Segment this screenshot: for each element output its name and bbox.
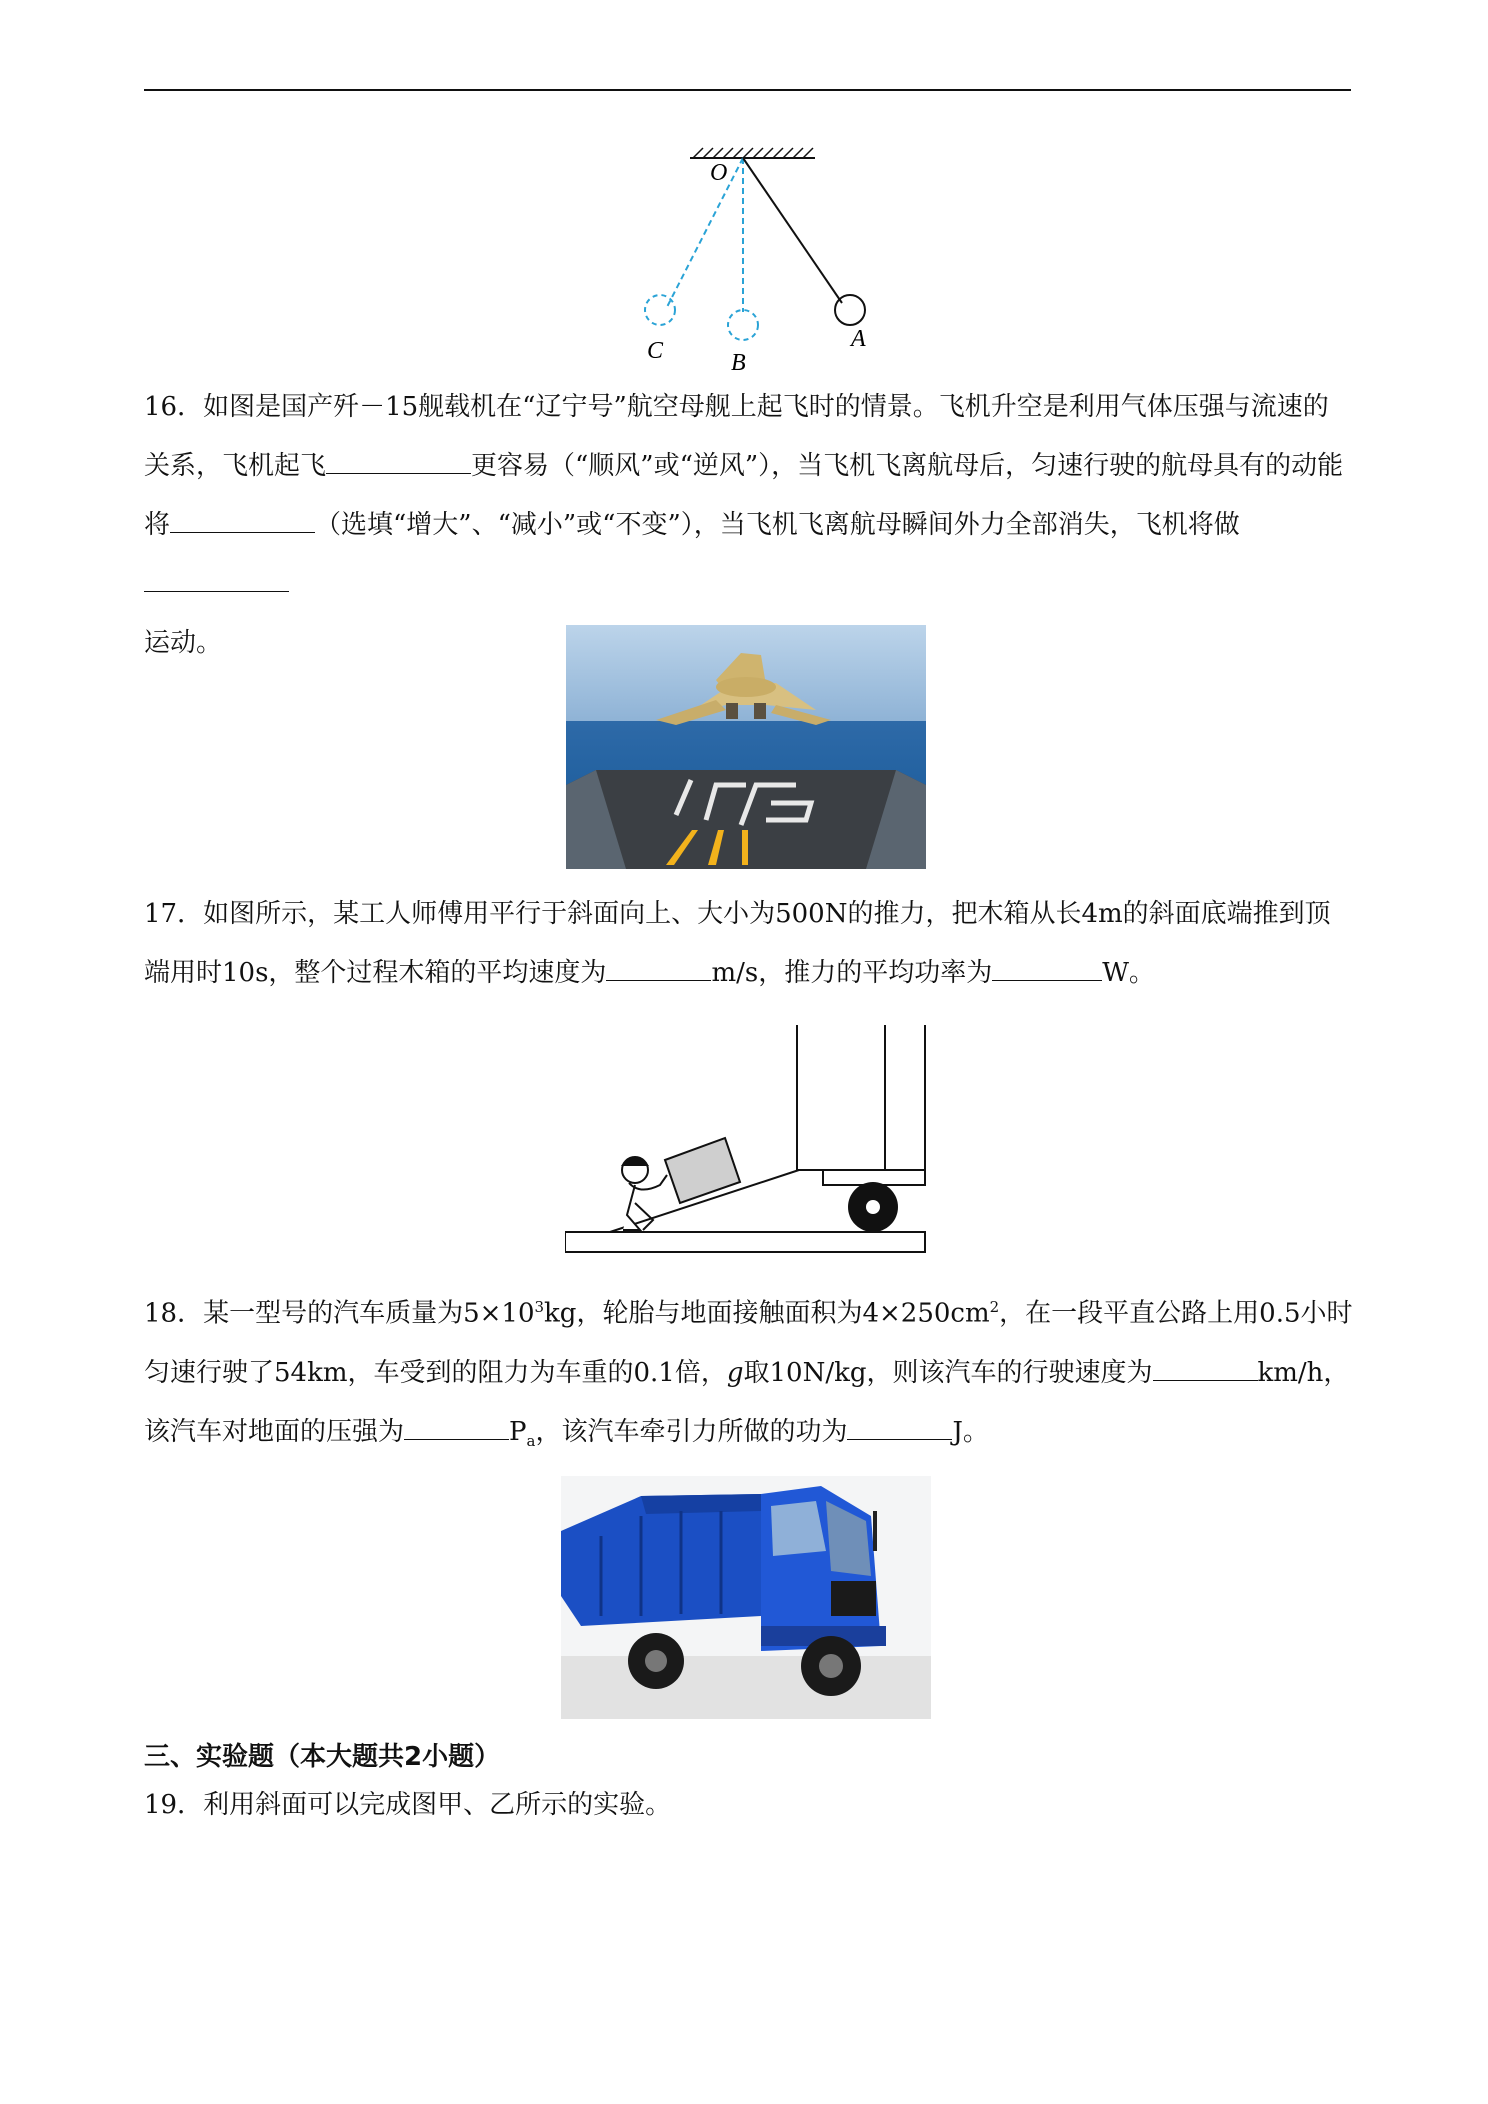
- q18-g: g: [726, 1357, 744, 1388]
- q18-text-5: ，该汽车牵引力所做的功为: [535, 1416, 848, 1447]
- q18-sup-1: 3: [534, 1298, 545, 1316]
- answer-blank-6[interactable]: [1153, 1350, 1258, 1381]
- ball-c: [645, 295, 675, 325]
- answer-blank-4[interactable]: [606, 950, 711, 981]
- dump-truck-photo: [561, 1476, 931, 1719]
- q18-text-3: ，在一段平直公路上用0.5小时匀速行驶了54km，车受到的阻力为车重的0.1倍，: [144, 1298, 1353, 1388]
- dashed-string-c: [667, 158, 743, 307]
- header-rule: [144, 89, 1351, 91]
- string-a: [743, 158, 842, 303]
- incline-figure: [565, 1025, 935, 1260]
- q18-unit-work: J。: [952, 1416, 989, 1447]
- q17-unit-2: W。: [1102, 958, 1155, 988]
- q18-pa: $P_a$: [509, 1416, 536, 1450]
- question-18: [144, 1278, 1354, 1471]
- q18-text-2: kg，轮胎与地面接触面积为4×250cm: [544, 1298, 990, 1329]
- ball-a: [835, 295, 865, 325]
- q18-sup-2: 2: [989, 1298, 1000, 1316]
- label-a: A: [851, 326, 866, 352]
- label-c: C: [647, 338, 664, 364]
- ball-b: [728, 310, 758, 340]
- section-3-title: 三、实验题（本大题共2小题）: [144, 1742, 501, 1772]
- answer-blank-3[interactable]: [144, 561, 289, 592]
- answer-blank-2[interactable]: [170, 502, 315, 533]
- q16-text-1: 16．如图是国产歼－15舰载机在“辽宁号”航空母舰上起飞时的情景。飞机升空是利用气体压强与流速的关系，飞机起飞: [144, 392, 1329, 481]
- q19-text: 19．利用斜面可以完成图甲、乙所示的实验。: [144, 1790, 672, 1820]
- q16-text-3: （选填“增大”、“减小”或“不变”），当飞机飞离航母瞬间外力全部消失，飞机将做: [315, 510, 1240, 540]
- question-17: [144, 885, 1354, 1003]
- label-o: O: [710, 160, 728, 186]
- answer-blank-1[interactable]: [326, 443, 471, 474]
- question-19: [144, 1776, 1354, 1835]
- q18-text-1: 18．某一型号的汽车质量为5×10: [144, 1298, 535, 1329]
- answer-blank-7[interactable]: [404, 1409, 509, 1440]
- pendulum-figure: [615, 140, 905, 380]
- q17-text-1: 17．如图所示，某工人师傅用平行于斜面向上、大小为500N的推力，把木箱从长4m的斜面底端推到顶端用时10s，整个过程木箱的平均速度为: [144, 899, 1331, 988]
- answer-blank-5[interactable]: [992, 950, 1102, 981]
- q16-text-4: 运动。: [144, 628, 223, 658]
- label-b: B: [731, 350, 746, 376]
- q17-unit-1: m/s，推力的平均功率为: [711, 958, 993, 988]
- q18-text-4: 取10N/kg，则该汽车的行驶速度为: [743, 1357, 1153, 1388]
- answer-blank-8[interactable]: [847, 1409, 952, 1440]
- q16-text-2: 更容易（“顺风”或“逆风”），当飞机飞离航母后，匀速行驶的航母具有的动能将: [144, 451, 1344, 540]
- worker-icon: [622, 1157, 667, 1230]
- jet-carrier-photo: [566, 625, 926, 869]
- q18-unit-speed: km/h，该汽车对地面的压强为: [144, 1357, 1350, 1447]
